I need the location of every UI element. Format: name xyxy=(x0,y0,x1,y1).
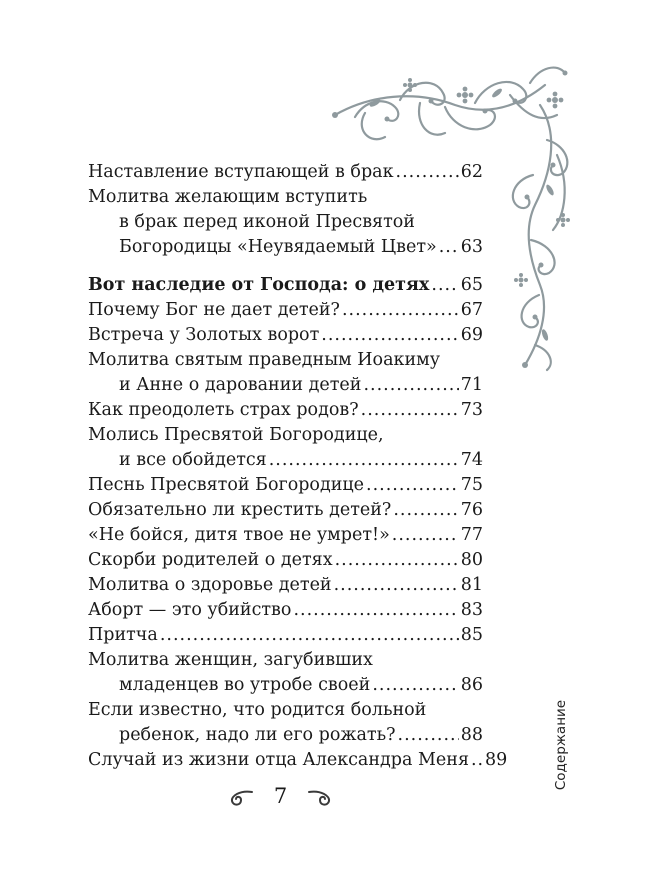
toc-line xyxy=(88,185,483,210)
toc-title: Молитва святым праведным Иоакиму xyxy=(88,350,441,370)
toc-line xyxy=(88,698,483,723)
toc-page-number: 62 xyxy=(460,162,483,182)
toc-leader xyxy=(366,473,459,498)
toc-title: Почему Бог не дает детей? xyxy=(88,300,340,320)
toc-leader xyxy=(431,273,458,298)
toc-line xyxy=(88,523,483,548)
toc-line xyxy=(88,723,483,748)
toc-title: Притча xyxy=(88,625,158,645)
toc-page-number: 73 xyxy=(460,400,483,420)
toc-entry xyxy=(88,298,483,323)
toc-title: Если известно, что родится больной xyxy=(88,700,427,720)
toc-entry xyxy=(88,473,483,498)
toc-leader xyxy=(363,373,458,398)
section-label: Содержание xyxy=(553,699,569,791)
toc-line xyxy=(88,298,483,323)
toc-page-number: 76 xyxy=(460,500,483,520)
swirl-right-icon xyxy=(307,788,333,808)
toc-leader xyxy=(269,448,459,473)
toc-entry xyxy=(88,648,483,698)
toc-line xyxy=(88,373,483,398)
toc-entry xyxy=(88,323,483,348)
toc-line xyxy=(88,673,483,698)
toc-leader xyxy=(396,160,459,185)
toc-entry xyxy=(88,498,483,523)
toc-title: Вот наследие от Господа: о детях xyxy=(88,275,430,295)
toc-entry xyxy=(88,160,483,185)
toc-page-number: 83 xyxy=(460,600,483,620)
toc-title: ребенок, надо ли его рожать? xyxy=(119,725,396,745)
toc-line xyxy=(88,160,483,185)
toc-leader xyxy=(393,498,458,523)
toc-entry xyxy=(88,348,483,398)
toc-page-number: 88 xyxy=(460,725,483,745)
toc-page-number: 71 xyxy=(460,375,483,395)
toc-title: младенцев во утробе своей xyxy=(119,675,371,695)
toc-line xyxy=(88,448,483,473)
toc-line xyxy=(88,598,483,623)
toc-line xyxy=(88,573,483,598)
toc-page-number: 65 xyxy=(460,275,483,295)
toc-title: Встреча у Золотых ворот xyxy=(88,325,320,345)
toc-entry xyxy=(88,523,483,548)
toc-entry xyxy=(88,573,483,598)
toc-title: Песнь Пресвятой Богородице xyxy=(88,475,365,495)
toc-title: в брак перед иконой Пресвятой xyxy=(119,212,415,232)
toc-page-number: 80 xyxy=(460,550,483,570)
toc-entry xyxy=(88,598,483,623)
toc-page-number: 69 xyxy=(460,325,483,345)
toc-entry xyxy=(88,398,483,423)
toc-page-number: 67 xyxy=(460,300,483,320)
toc-line xyxy=(88,498,483,523)
toc-line xyxy=(88,623,483,648)
toc-line xyxy=(88,273,483,298)
toc-page-number: 81 xyxy=(460,575,483,595)
toc-page-number: 63 xyxy=(460,237,483,257)
toc-leader xyxy=(342,298,459,323)
toc-entry xyxy=(88,185,483,260)
toc-title: и все обойдется xyxy=(119,450,267,470)
toc-leader xyxy=(372,673,458,698)
toc-title: Аборт — это убийство xyxy=(88,600,292,620)
toc-leader xyxy=(335,548,459,573)
toc-line xyxy=(88,348,483,373)
toc-leader xyxy=(160,623,459,648)
toc-page-number: 75 xyxy=(460,475,483,495)
toc-leader xyxy=(293,598,458,623)
toc-entry xyxy=(88,548,483,573)
toc-title: «Не бойся, дитя твое не умрет!» xyxy=(88,525,390,545)
toc-title: Молись Пресвятой Богородице, xyxy=(88,425,384,445)
toc-entry xyxy=(88,623,483,648)
toc-page-number: 89 xyxy=(484,750,508,770)
page-folio xyxy=(228,780,333,816)
toc-line xyxy=(88,210,483,235)
toc-title: Как преодолеть страх родов? xyxy=(88,400,359,420)
toc-leader xyxy=(392,523,459,548)
toc-chapter xyxy=(88,273,483,298)
toc-line xyxy=(88,473,483,498)
toc-title: Молитва женщин, загубивших xyxy=(88,650,373,670)
toc-line xyxy=(88,423,483,448)
toc-leader xyxy=(334,573,459,598)
toc-title: Молитва о здоровье детей xyxy=(88,575,332,595)
toc-page-number: 86 xyxy=(460,675,483,695)
toc-entry xyxy=(88,698,483,748)
toc-line xyxy=(88,235,483,260)
toc-line xyxy=(88,648,483,673)
toc-entry xyxy=(88,748,508,773)
toc-page-number: 85 xyxy=(460,625,483,645)
table-of-contents xyxy=(88,160,508,773)
toc-title: и Анне о даровании детей xyxy=(119,375,362,395)
toc-title: Богородицы «Неувядаемый Цвет» xyxy=(119,237,437,257)
toc-title: Случай из жизни отца Александра Меня xyxy=(88,750,469,770)
toc-page-number: 74 xyxy=(460,450,483,470)
page-number: 7 xyxy=(273,784,288,808)
toc-entry xyxy=(88,423,483,473)
toc-leader xyxy=(321,323,458,348)
toc-page-number: 77 xyxy=(460,525,483,545)
toc-line xyxy=(88,323,483,348)
toc-line xyxy=(88,548,483,573)
toc-leader xyxy=(471,748,483,773)
toc-title: Молитва желающим вступить xyxy=(88,187,368,207)
toc-line xyxy=(88,398,483,423)
toc-title: Обязательно ли крестить детей? xyxy=(88,500,392,520)
toc-leader xyxy=(361,398,459,423)
toc-leader xyxy=(439,235,459,260)
toc-title: Скорби родителей о детях xyxy=(88,550,333,570)
toc-title: Наставление вступающей в брак xyxy=(88,162,394,182)
toc-leader xyxy=(398,723,459,748)
toc-line xyxy=(88,748,508,773)
